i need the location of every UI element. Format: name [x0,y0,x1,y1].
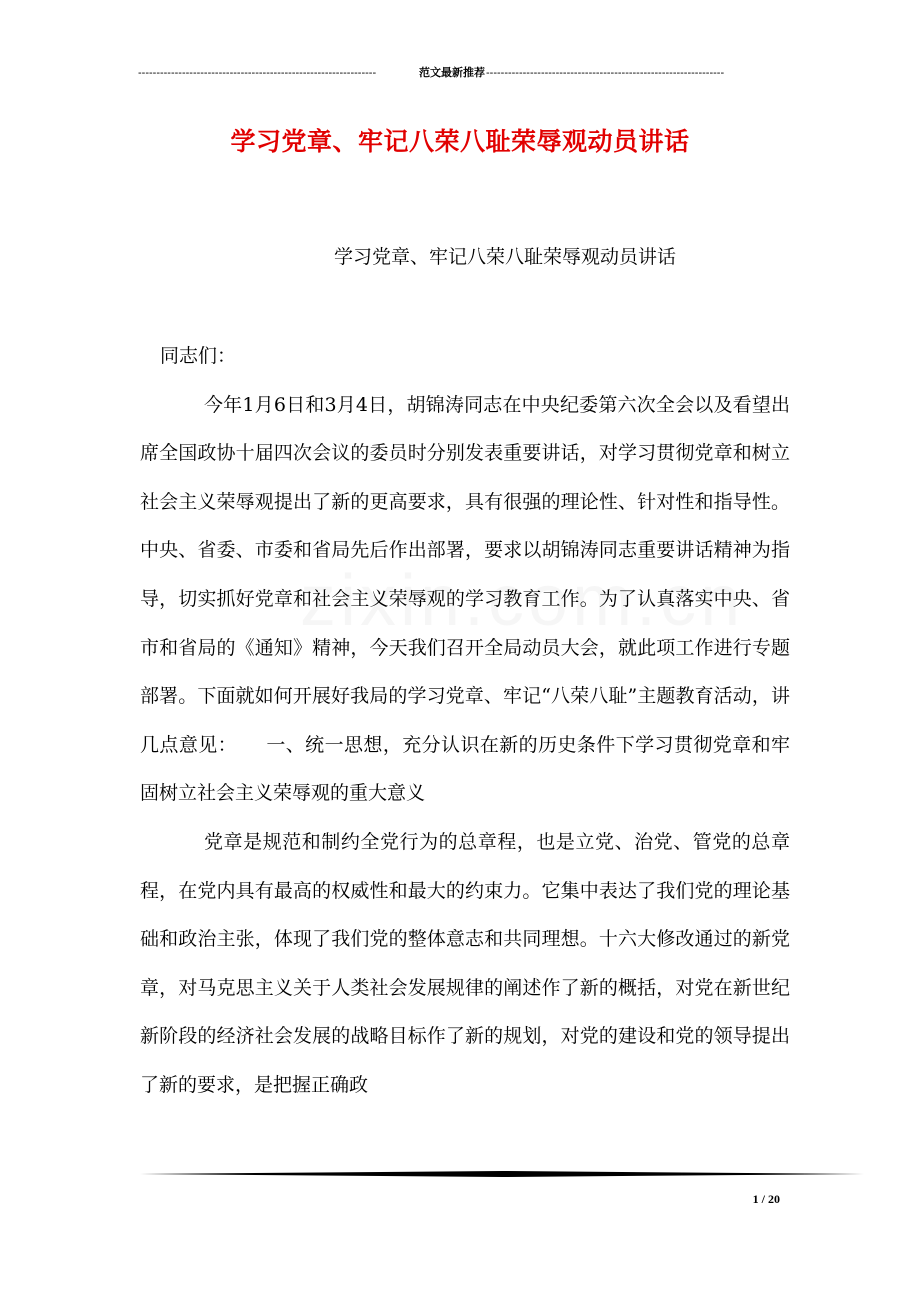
footer-rule [140,1171,864,1177]
salutation: 同志们： [160,345,237,367]
document-subtitle: 学习党章、牢记八荣八耻荣辱观动员讲话 [334,246,677,268]
document-title: 学习党章、牢记八荣八耻荣辱观动员讲话 [230,127,690,156]
header-label: 范文最新推荐 [419,67,485,79]
page-header [138,66,766,80]
document-body [140,332,790,1110]
page-number: 1 / 20 [752,1192,780,1206]
header-rule-left: ----------------------------------------------------------------- [138,67,377,79]
paragraph: 今年1月6日和3月4日，胡锦涛同志在中央纪委第六次全会以及看望出席全国政协十届四次会议的委员时分别发表重要讲话，对学习贯彻党章和树立社会主义荣辱观提出了新的更高要求，具有很强的理论性、针对性和指导性。中央、省委、市委和省局先后作出部署，要求以胡锦涛同志重要讲话精神为指导，切实抓好党章和社会主义荣辱观的学习教育工作。为了认真落实中央、省市和省局的《通知》精神，今天我们召开全局动员大会，就此项工作进行专题部署。下面就如何开展好我局的学习党章、牢记“八荣八耻”主题教育活动，讲几点意见： 一、统一思想，充分认识在新的历史条件下学习贯彻党章和牢固树立社会主义荣辱观的重大意义 [140,393,790,805]
header-rule-right: ----------------------------------------------------------------- [486,67,725,79]
paragraph: 党章是规范和制约全党行为的总章程，也是立党、治党、管党的总章程，在党内具有最高的权威性和最大的约束力。它集中表达了我们党的理论基础和政治主张，体现了我们党的整体意志和共同理想。十六大修改通过的新党章，对马克思主义关于人类社会发展规律的阐述作了新的概括，对党在新世纪新阶段的经济社会发展的战略目标作了新的规划，对党的建设和党的领导提出了新的要求，是把握正确政 [140,830,790,1096]
